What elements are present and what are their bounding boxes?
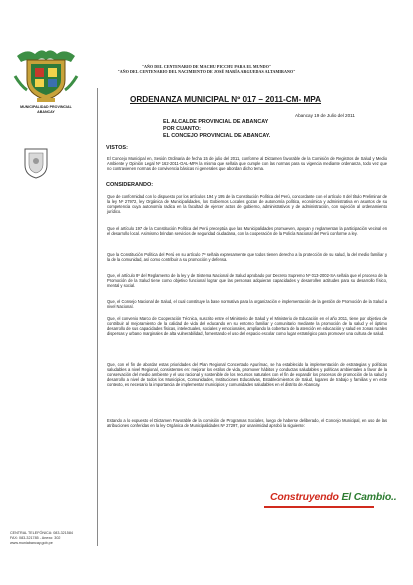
contact-website: www.muniabancay.gob.pe bbox=[10, 541, 53, 545]
year-motto-2: "AÑO DEL CENTENARIO DEL NACIMIENTO DE JOSÉ MARÍA ARGUEDAS ALTAMIRANO" bbox=[117, 69, 296, 74]
municipality-name bbox=[4, 105, 88, 114]
considerando-paragraph-6: Que, el convenio Marco de Cooperación Técnica, suscrito entre el Ministerio de Salud y el Ministerio de Educación en el año 2011, tiene por objetivo de contribuir al mejoramiento de la calidad de vida del educando en su entorno familiar y comunitario mediante la promoción de la salud y el óptimo desarrollo de sus capacidades físicas, intelectuales, sociales y emocionales, ampliando la cobertura de la atención en educación y salud en zonas rurales dispersas y urbano marginales de alta vulnerabilidad, fomentando el uso del espacio escolar como lugar estratégico para promover una cultura de salud. bbox=[107, 316, 387, 337]
year-motto-1: "AÑO DEL CENTENARIO DE MACHU PICCHU PARA EL MUNDO" bbox=[141, 64, 272, 69]
document-date: Abancay 19 de Julio del 2011 bbox=[295, 113, 355, 118]
considerando-paragraph-7: Que, con el fin de abordar estas prioridades del Plan Regional Concertado Apurímac, se ha establecido la implementación de estrategias y políticas saludables a nivel Regional, consistentes en: mejorar los estilos de vida, promover hábitos y conductas saludables y políticas ambientales a favor de la conservación del medio ambiente y el uso racional y sostenible de los recursos naturales con el fin de expandir los procesos de promoción de la salud y desarrollo a nivel de todos los Municipios, Comunidades, Instituciones Educativas, Establecimientos de Salud, lugares de trabajo y familias y en este contexto, es necesario la importancia de implementar municipios y comunidades saludables en el distrito de Abancay. bbox=[107, 362, 387, 388]
slogan-tail: El Cambio.. bbox=[341, 491, 397, 503]
slogan-main: Construyendo bbox=[270, 491, 342, 503]
contact-fax: FAX: 083-321785 - Anexo: 302 bbox=[10, 536, 61, 540]
municipality-line-1: MUNICIPALIDAD PROVINCIAL bbox=[20, 105, 72, 109]
ordinance-title: ORDENANZA MUNICIPAL Nº 017 – 2011-CM- MPA bbox=[130, 95, 322, 104]
considerando-paragraph-4: Que, el artículo 8º del Reglamento de la ley y de Sistema Nacional de Salud aprobado por Decreto Supremo Nº 013-2002-SA señala que el proceso de la Promoción de la Salud tiene como objetivo funcional lograr que las personas adquieran capacidades y desarrollen actitudes para su desarrollo físico, mental y social. bbox=[107, 273, 387, 289]
slogan bbox=[270, 491, 396, 503]
resolution-paragraph: Estando a lo expuesto el Dictamen Favorable de la comisión de Programas Sociales, luego de haberse deliberado, el Concejo Municipal, en uso de las atribuciones conferidas en la ley Orgánica de Municipalidades Nº 27297, por unanimidad aprobó la siguiente: bbox=[107, 418, 387, 429]
slogan-underline bbox=[264, 506, 374, 508]
vistos-paragraph: El Concejo Municipal en, Sesión Ordinaria de fecha 15 de julio del 2011, conforme al Dictamen favorable de la Comisión de Registros de Salud y Medio Ambiente y Opinión Legal Nº 162-2011-OAL-MPA la misma que señala que cumple con las normas para su vigencia mediante ordenanza, todo vez que no contravienen normas de convivencia básicas ni generales que abordan dicho tema. bbox=[107, 156, 387, 172]
considerando-paragraph-1: Que de conformidad con lo dispuesto por los artículos 194 y 195 de la Constitución Política del Perú, concordante con el artículo II del título Preliminar de la ley Nº 27972, ley Orgánica de Municipalidades, los Gobiernos Locales gozan de autonomía política, económica y administrativa en asuntos de su competencia cuya autonomía radica en la facultad de ejercer actos de gobierno, administrativos y de administración, con sujeción al ordenamiento jurídico. bbox=[107, 194, 387, 215]
considerando-paragraph-3: Que la Constitución Política del Perú en su artículo 7º señala expresamente que todos tienen derecho a la protección de su salud, la del medio familiar y la de la comunidad, así como contribuir a su promoción y defensa. bbox=[107, 252, 387, 263]
municipality-line-2: ABANCAY bbox=[37, 109, 55, 114]
considerando-paragraph-2: Que el artículo 197 de la Constitución Política del Perú preceptúa que las Municipalidades promueven, apoyan y reglamentan la participación vecinal en el desarrollo local. Asimismo brindan servicios de seguridad ciudadana, con la cooperación de la Policía Nacional del Perú conforme a ley. bbox=[107, 226, 387, 237]
contact-phone: CENTRAL TELEFÓNICA: 083-321584 bbox=[10, 531, 73, 535]
considerando-paragraph-5: Que, el Consejo Nacional de Salud, el cual constituye la base normativa para la organización e implementación de la gestión de Promoción de la Salud a nivel Nacional. bbox=[107, 299, 387, 310]
official-seal-icon bbox=[22, 145, 50, 179]
vistos-heading: VISTOS: bbox=[106, 145, 128, 151]
addressee-line-3: EL CONCEJO PROVINCIAL DE ABANCAY. bbox=[163, 133, 271, 139]
addressee-line-2: POR CUANTO: bbox=[163, 126, 201, 132]
municipal-coat-of-arms-icon bbox=[13, 46, 79, 104]
considerando-heading: CONSIDERANDO: bbox=[106, 182, 154, 188]
addressee-line-1: EL ALCALDE PROVINCIAL DE ABANCAY bbox=[163, 119, 269, 125]
left-margin-rule bbox=[97, 88, 98, 546]
